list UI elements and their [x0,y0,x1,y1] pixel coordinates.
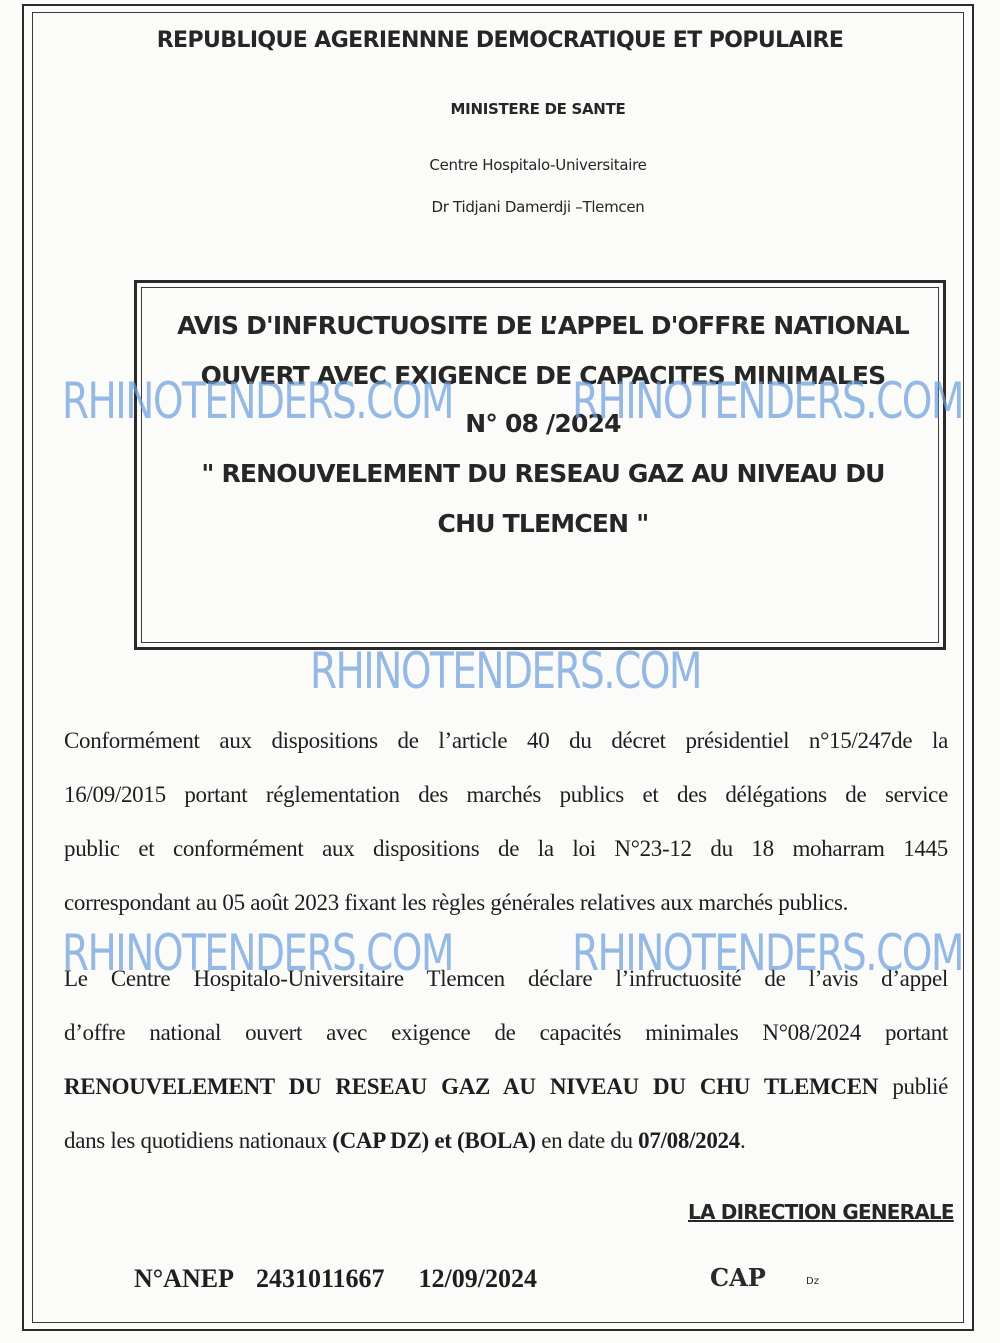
project-title-bold: RENOUVELEMENT DU RESEAU GAZ AU NIVEAU DU CHU TLEMCEN [64,1074,879,1099]
anep-date: 12/09/2024 [418,1264,537,1293]
body-text-span: et [428,1128,458,1153]
body-text-line: Le Centre Hospitalo-Universitaire Tlemcen déclare l’infructuosité de l’avis d’appel [64,966,948,991]
cap-logo-suffix: Dz [806,1276,819,1287]
cap-newspaper-logo [710,1264,826,1290]
body-text-span: en date du [535,1128,639,1153]
hospital-doctor-name: Dr Tidjani Damerdji –Tlemcen [431,198,645,216]
notice-subject-line-2: CHU TLEMCEN " [437,509,649,538]
republic-heading: REPUBLIQUE AGERIENNNE DEMOCRATIQUE ET POPULAIRE [156,28,844,53]
signature-direction-generale: LA DIRECTION GENERALE [688,1200,954,1224]
watermark-text: RHINOTENDERS.COM [572,924,963,982]
notice-title-line-1: AVIS D'INFRUCTUOSITE DE L’APPEL D'OFFRE NATIONAL [177,311,909,340]
hospital-center-name: Centre Hospitalo-Universitaire [429,156,647,174]
body-text-line: Conformément aux dispositions de l’article 40 du décret présidentiel n°15/247de la [64,728,948,753]
newspaper-bola: (BOLA) [457,1128,536,1153]
notice-title-line-2: OUVERT AVEC EXIGENCE DE CAPACITES MINIMALES [200,361,886,390]
body-text-span: dans les quotidiens nationaux [64,1128,333,1153]
notice-subject-line-1: " RENOUVELEMENT DU RESEAU GAZ AU NIVEAU DU [201,459,885,488]
body-text-line [64,1128,948,1154]
newspaper-cap-dz: (CAP DZ) [332,1128,429,1153]
anep-reference [134,1264,537,1294]
anep-number: 2431011667 [255,1264,385,1293]
watermark-text: RHINOTENDERS.COM [62,372,453,430]
body-text-line: 16/09/2015 portant réglementation des marchés publics et des délégations de service [64,782,948,807]
notice-number: N° 08 /2024 [465,409,621,438]
body-text-line: d’offre national ouvert avec exigence de capacités minimales N°08/2024 portant [64,1020,948,1045]
watermark-text: RHINOTENDERS.COM [310,642,701,700]
body-text-span: . [739,1128,746,1153]
body-text-span: publié [878,1074,949,1099]
body-text-line [64,1074,948,1100]
publication-date: 07/08/2024 [638,1128,740,1153]
cap-logo-text: CAP [710,1264,766,1290]
anep-label: N°ANEP [134,1264,234,1293]
notice-title-box [134,280,946,650]
watermark-text: RHINOTENDERS.COM [572,372,963,430]
body-text-line: correspondant au 05 août 2023 fixant les règles générales relatives aux marchés publics. [64,890,849,915]
watermark-text: RHINOTENDERS.COM [62,924,453,982]
body-text-line: public et conformément aux dispositions de la loi N°23-12 du 18 moharram 1445 [64,836,948,861]
ministry-heading: MINISTERE DE SANTE [450,100,626,118]
